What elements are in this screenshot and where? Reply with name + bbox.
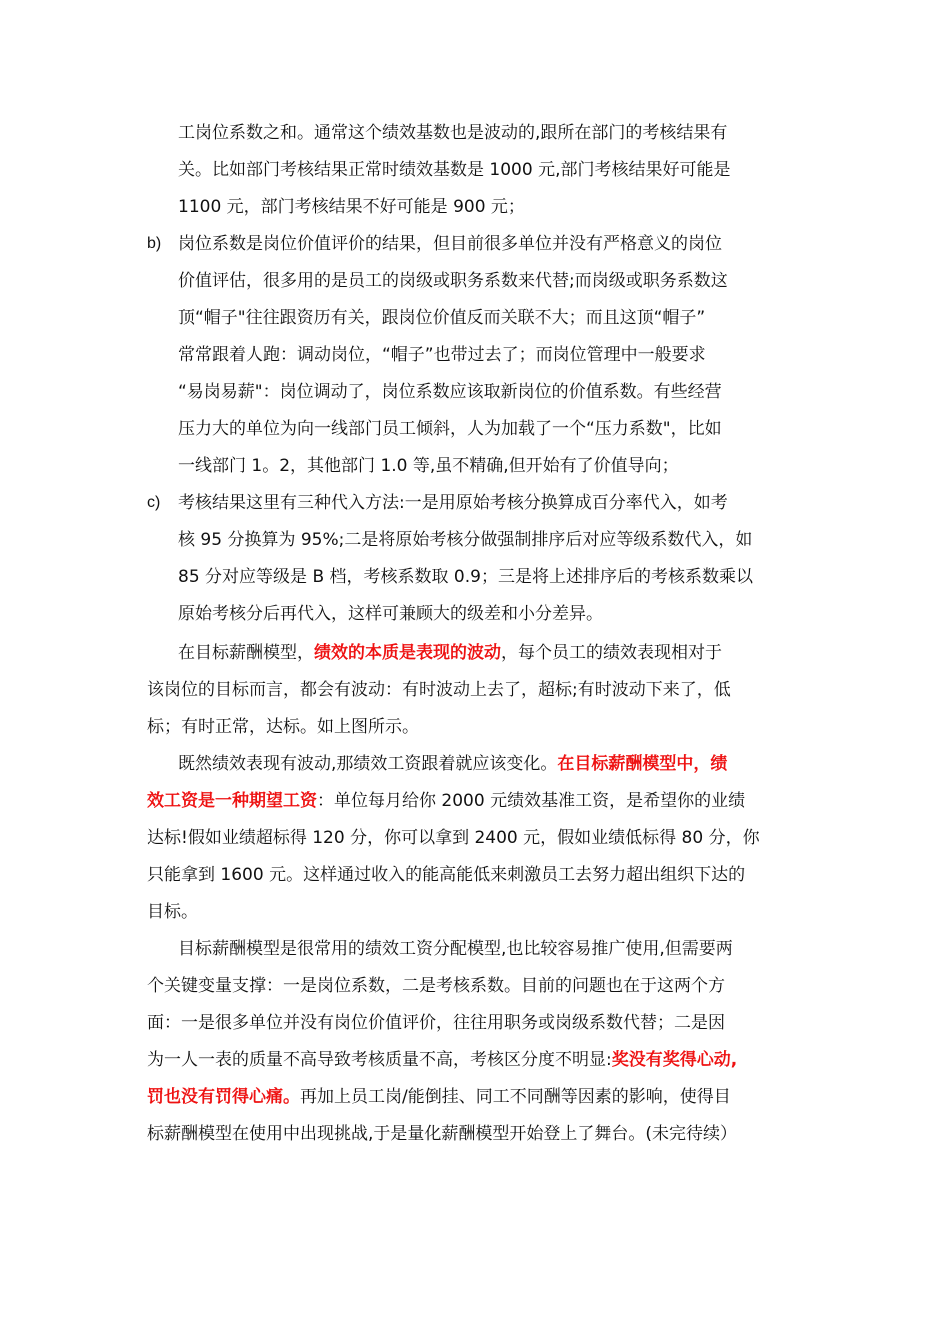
list-marker: c) xyxy=(147,494,161,511)
text-span: 为一人一表的质量不高导致考核质量不高，考核区分度不明显: xyxy=(147,1050,612,1070)
highlighted-text: 罚也没有罚得心痛。 xyxy=(147,1087,300,1107)
highlighted-text: 绩效的本质是表现的波动 xyxy=(314,643,501,663)
text-line: 压力大的单位为向一线部门员工倾斜，人为加载了一个“压力系数"，比如 xyxy=(178,419,722,439)
text-line: 1100 元，部门考核结果不好可能是 900 元； xyxy=(178,197,525,217)
text-line: 只能拿到 1600 元。这样通过收入的能高能低来刺激员工去努力超出组织下达的 xyxy=(147,865,746,885)
text-line: 达标!假如业绩超标得 120 分，你可以拿到 2400 元，假如业绩低标得 80 分，你 xyxy=(147,828,760,848)
text-line xyxy=(178,752,727,776)
text-span: ：单位每月给你 2000 元绩效基准工资，是希望你的业绩 xyxy=(317,791,746,811)
highlighted-text: 在目标薪酬模型中，绩 xyxy=(557,754,728,774)
text-span: 既然绩效表现有波动,那绩效工资跟着就应该变化。 xyxy=(178,754,558,774)
text-line: 岗位系数是岗位价值评价的结果，但目前很多单位并没有严格意义的岗位 xyxy=(178,234,722,254)
text-line: 价值评估，很多用的是员工的岗级或职务系数来代替;而岗级或职务系数这 xyxy=(178,271,728,291)
text-line: 目标薪酬模型是很常用的绩效工资分配模型,也比较容易推广使用,但需要两 xyxy=(178,939,733,959)
text-line: 85 分对应等级是 B 档，考核系数取 0.9；三是将上述排序后的考核系数乘以 xyxy=(178,567,753,587)
text-span: 再加上员工岗/能倒挂、同工不同酬等因素的影响，使得目 xyxy=(300,1087,731,1107)
text-line: 一线部门 1。2，其他部门 1.0 等,虽不精确,但开始有了价值导向； xyxy=(178,456,679,476)
text-line: 常常跟着人跑：调动岗位，“帽子”也带过去了；而岗位管理中一般要求 xyxy=(178,345,706,365)
text-line: 面：一是很多单位并没有岗位价值评价，往往用职务或岗级系数代替；二是因 xyxy=(147,1013,725,1033)
highlighted-text: 奖没有奖得心动, xyxy=(611,1050,738,1070)
text-line: 顶“帽子"往往跟资历有关，跟岗位价值反而关联不大；而且这顶“帽子” xyxy=(178,308,706,328)
text-line xyxy=(178,641,722,665)
text-line: 关。比如部门考核结果正常时绩效基数是 1000 元,部门考核结果好可能是 xyxy=(178,160,731,180)
text-line: 核 95 分换算为 95%;二是将原始考核分做强制排序后对应等级系数代入，如 xyxy=(178,530,753,550)
highlighted-text: 效工资是一种期望工资 xyxy=(147,791,317,811)
text-line xyxy=(147,789,745,813)
text-line xyxy=(147,1085,731,1109)
text-line: “易岗易薪"：岗位调动了，岗位系数应该取新岗位的价值系数。有些经营 xyxy=(178,382,722,402)
text-span: 在目标薪酬模型， xyxy=(178,643,314,663)
text-span: ，每个员工的绩效表现相对于 xyxy=(501,643,722,663)
text-line: 考核结果这里有三种代入方法:一是用原始考核分换算成百分率代入，如考 xyxy=(178,493,728,513)
text-line: 该岗位的目标而言，都会有波动：有时波动上去了，超标;有时波动下来了，低 xyxy=(147,680,731,700)
list-marker: b) xyxy=(147,235,162,252)
text-line: 原始考核分后再代入，这样可兼顾大的级差和小分差异。 xyxy=(178,604,603,624)
text-line: 目标。 xyxy=(147,902,198,922)
text-line: 工岗位系数之和。通常这个绩效基数也是波动的,跟所在部门的考核结果有 xyxy=(178,123,728,143)
text-line: 标；有时正常，达标。如上图所示。 xyxy=(147,717,419,737)
text-line xyxy=(147,1048,737,1072)
text-line: 标薪酬模型在使用中出现挑战,于是量化薪酬模型开始登上了舞台。(未完待续） xyxy=(147,1124,738,1144)
text-line: 个关键变量支撑：一是岗位系数，二是考核系数。目前的问题也在于这两个方 xyxy=(147,976,725,996)
